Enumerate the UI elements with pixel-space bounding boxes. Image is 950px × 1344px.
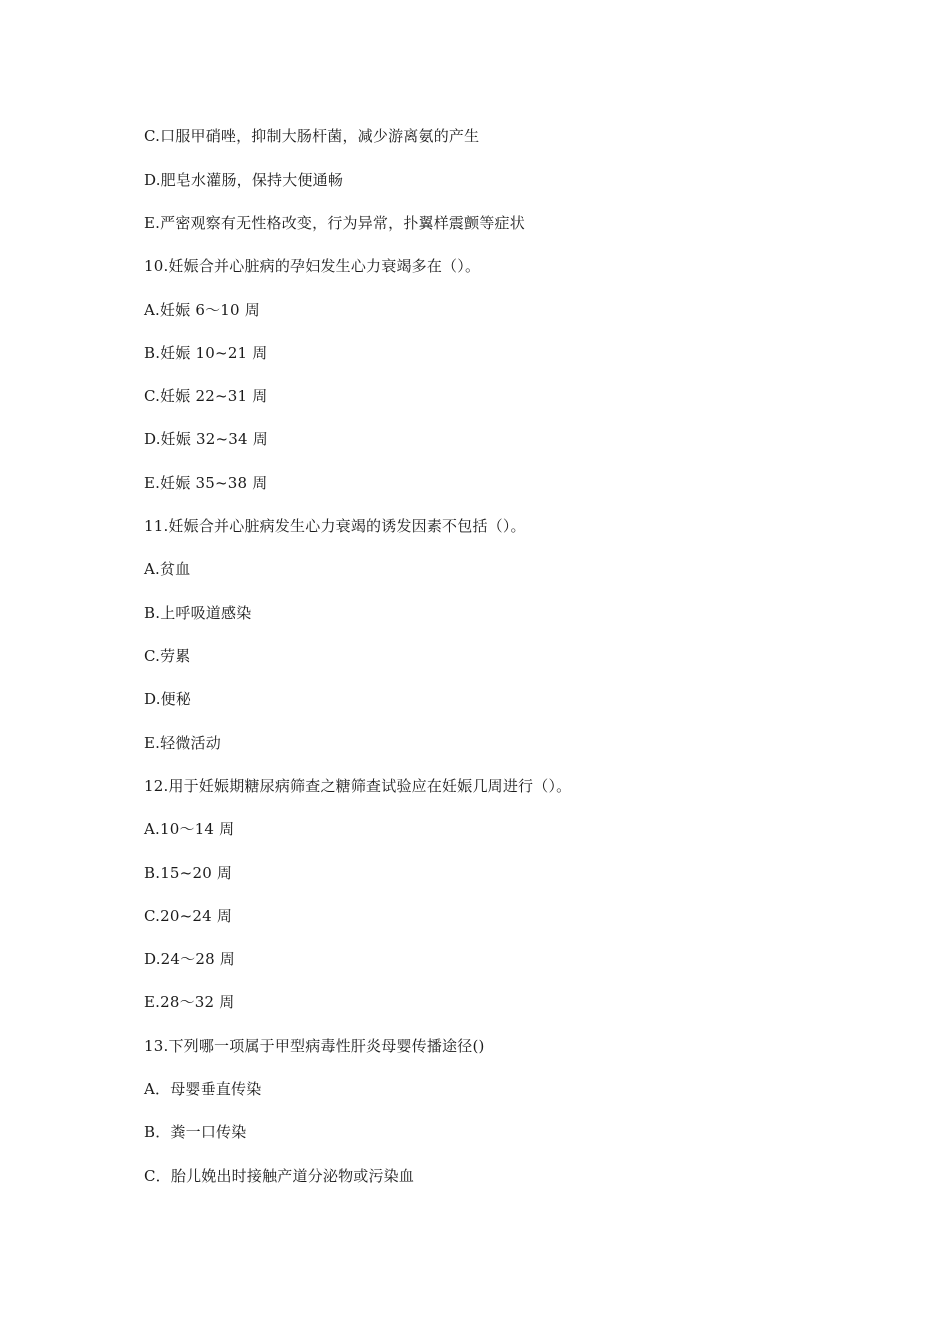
option-line: C.口服甲硝唑，抑制大肠杆菌，减少游离氨的产生 (144, 127, 480, 145)
option-line: C．胎儿娩出时接触产道分泌物或污染血 (144, 1167, 415, 1185)
option-line: A.妊娠 6～10 周 (144, 301, 260, 319)
question-line: 10.妊娠合并心脏病的孕妇发生心力衰竭多在（）。 (144, 257, 481, 275)
option-line: E.28～32 周 (144, 993, 235, 1011)
question-line: 13.下列哪一项属于甲型病毒性肝炎母婴传播途径() (144, 1037, 485, 1055)
option-line: A.贫血 (144, 560, 191, 578)
option-line: C.妊娠 22~31 周 (144, 387, 268, 405)
option-line: E.严密观察有无性格改变，行为异常，扑翼样震颤等症状 (144, 214, 525, 232)
option-line: E.妊娠 35~38 周 (144, 474, 268, 492)
option-line: C.劳累 (144, 647, 191, 665)
option-line: D.24～28 周 (144, 950, 236, 968)
option-line: D.便秘 (144, 690, 192, 708)
option-line: B.15~20 周 (144, 864, 233, 882)
option-line: B.妊娠 10~21 周 (144, 344, 268, 362)
option-line: A.10～14 周 (144, 820, 235, 838)
option-line: C.20~24 周 (144, 907, 233, 925)
question-line: 11.妊娠合并心脏病发生心力衰竭的诱发因素不包括（）。 (144, 517, 526, 535)
option-line: D.肥皂水灌肠，保持大便通畅 (144, 171, 344, 189)
question-line: 12.用于妊娠期糖尿病筛查之糖筛查试验应在妊娠几周进行（）。 (144, 777, 572, 795)
option-line: B．粪一口传染 (144, 1123, 247, 1141)
option-line: A．母婴垂直传染 (144, 1080, 262, 1098)
option-line: E.轻微活动 (144, 734, 221, 752)
option-line: B.上呼吸道感染 (144, 604, 252, 622)
option-line: D.妊娠 32~34 周 (144, 430, 268, 448)
